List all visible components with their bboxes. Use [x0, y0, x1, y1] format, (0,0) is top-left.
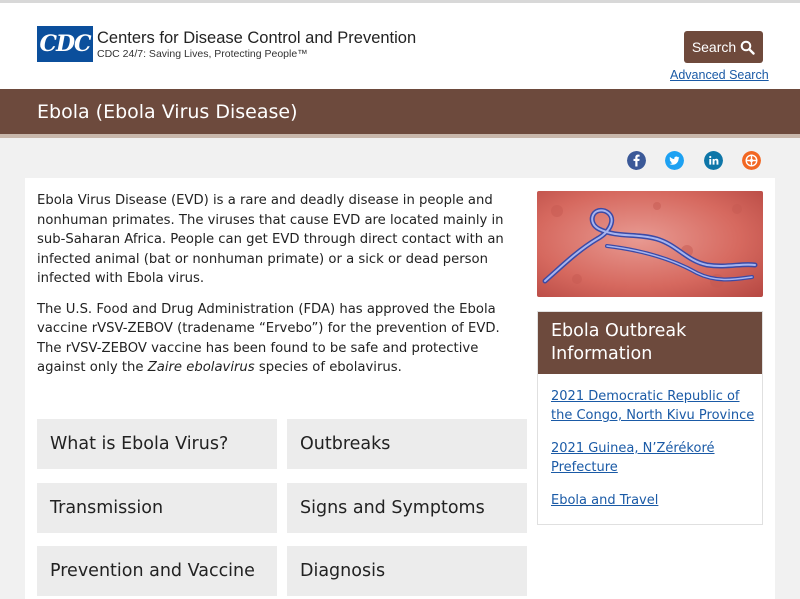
org-tagline: CDC 24/7: Saving Lives, Protecting People™ [97, 48, 308, 60]
page-title: Ebola (Ebola Virus Disease) [37, 100, 298, 123]
twitter-icon[interactable] [665, 151, 684, 170]
page-title-bar [0, 89, 800, 138]
tile-prevention-vaccine[interactable] [37, 546, 277, 596]
tile-what-is-ebola[interactable] [37, 419, 277, 469]
advanced-search-link[interactable]: Advanced Search [670, 68, 769, 82]
tile-transmission[interactable] [37, 483, 277, 533]
tile-diagnosis[interactable] [287, 546, 527, 596]
intro-paragraph-2-start: The U.S. Food and Drug Administration (FDA) has approved the Ebola vaccine rVSV-ZEBOV (tradename “Ervebo”) for the prevention of EVD. The rVSV-ZEBOV vaccine has been found to be safe and protective against only the [37, 301, 500, 375]
facebook-icon[interactable] [627, 151, 646, 170]
main-content [25, 178, 775, 599]
outbreak-link-travel[interactable]: Ebola and Travel [551, 493, 659, 508]
species-name: Zaire ebolavirus [147, 360, 255, 375]
tile-outbreaks[interactable] [287, 419, 527, 469]
tile-label: Prevention and Vaccine [50, 561, 255, 581]
logo-text: CDC [39, 31, 91, 57]
tile-label: What is Ebola Virus? [50, 434, 229, 454]
tile-signs-symptoms[interactable] [287, 483, 527, 533]
outbreak-link-drc[interactable]: 2021 Democratic Republic of the Congo, North Kivu Province [551, 389, 755, 423]
search-button[interactable] [684, 31, 763, 63]
ebola-virus-illustration [537, 191, 763, 297]
search-button-label: Search [691, 39, 737, 55]
intro-paragraph-2-end: species of ebolavirus. [254, 360, 402, 375]
tile-label: Outbreaks [300, 434, 391, 454]
tile-label: Transmission [50, 498, 164, 518]
linkedin-icon[interactable] [704, 151, 723, 170]
syndicate-icon[interactable] [742, 151, 761, 170]
intro-paragraph-2 [37, 300, 517, 378]
org-name[interactable]: Centers for Disease Control and Prevention [97, 29, 417, 47]
intro-paragraph-1: Ebola Virus Disease (EVD) is a rare and deadly disease in people and nonhuman primates. The viruses that cause EVD are located mainly in sub-Saharan Africa. People can get EVD through direct contact with an infected animal (bat or nonhuman primate) or a sick or dead person infected with Ebola virus. [37, 193, 504, 286]
outbreak-link-guinea[interactable]: 2021 Guinea, N’Zérékoré Prefecture [551, 441, 715, 475]
cdc-logo[interactable] [37, 26, 93, 62]
social-share-bar [0, 138, 800, 180]
tile-label: Signs and Symptoms [300, 498, 485, 518]
site-header [0, 3, 800, 89]
tile-label: Diagnosis [300, 561, 386, 581]
search-icon [740, 40, 755, 55]
ebola-virus-image [537, 191, 763, 297]
outbreak-card-heading: Ebola Outbreak Information [538, 312, 762, 374]
outbreak-info-card [537, 311, 763, 525]
intro-text [37, 191, 517, 389]
